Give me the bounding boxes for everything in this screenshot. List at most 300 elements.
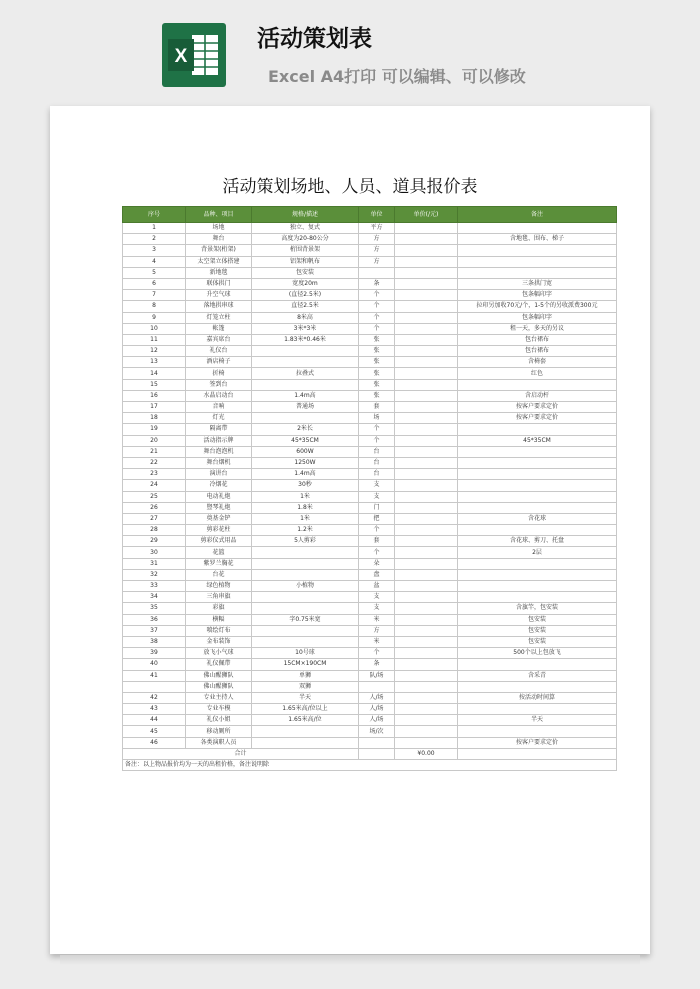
cell-price[interactable] (395, 737, 458, 748)
cell-note[interactable]: 包条幅印字 (458, 290, 617, 301)
cell-note[interactable]: 按客户要求定价 (458, 402, 617, 413)
cell-index[interactable]: 24 (123, 480, 186, 491)
cell-index[interactable]: 40 (123, 659, 186, 670)
cell-item[interactable]: 太空架立体搭建 (186, 256, 252, 267)
cell-note[interactable] (458, 457, 617, 468)
cell-index[interactable]: 14 (123, 368, 186, 379)
cell-unit[interactable] (359, 737, 395, 748)
cell-item[interactable]: 专业车模 (186, 704, 252, 715)
cell-item[interactable]: 水晶启动台 (186, 390, 252, 401)
cell-price[interactable] (395, 569, 458, 580)
cell-item[interactable]: 联体拱门 (186, 278, 252, 289)
cell-spec[interactable]: 5人剪彩 (252, 536, 359, 547)
cell-item[interactable]: 签到台 (186, 379, 252, 390)
cell-price[interactable] (395, 379, 458, 390)
total-label[interactable]: 合计 (123, 748, 359, 759)
cell-spec[interactable]: 双狮 (252, 681, 359, 692)
cell-price[interactable] (395, 346, 458, 357)
cell-note[interactable] (458, 502, 617, 513)
cell-note[interactable]: 含椅套 (458, 357, 617, 368)
cell-price[interactable] (395, 290, 458, 301)
cell-note[interactable] (458, 659, 617, 670)
cell-spec[interactable] (252, 726, 359, 737)
cell-note[interactable] (458, 469, 617, 480)
cell-note[interactable] (458, 491, 617, 502)
cell-spec[interactable]: 30秒 (252, 480, 359, 491)
cell-item[interactable]: 新地毯 (186, 267, 252, 278)
cell-note[interactable]: 半天 (458, 715, 617, 726)
cell-unit[interactable]: 盘 (359, 569, 395, 580)
cell-spec[interactable] (252, 379, 359, 390)
cell-index[interactable]: 28 (123, 525, 186, 536)
cell-note[interactable]: 包安装 (458, 614, 617, 625)
cell-unit[interactable]: 套 (359, 536, 395, 547)
cell-price[interactable] (395, 592, 458, 603)
total-empty-cell[interactable] (359, 748, 395, 759)
cell-spec[interactable]: 3米*3米 (252, 323, 359, 334)
cell-item[interactable]: 折椅 (186, 368, 252, 379)
cell-unit[interactable]: 朵 (359, 558, 395, 569)
cell-index[interactable]: 20 (123, 435, 186, 446)
cell-unit[interactable]: 张 (359, 390, 395, 401)
cell-unit[interactable]: 个 (359, 525, 395, 536)
cell-item[interactable]: 放飞小气球 (186, 648, 252, 659)
cell-index[interactable]: 23 (123, 469, 186, 480)
cell-spec[interactable]: 1米 (252, 513, 359, 524)
table-row (123, 402, 617, 413)
cell-unit[interactable]: 条 (359, 659, 395, 670)
cell-unit[interactable]: 个 (359, 424, 395, 435)
cell-note[interactable] (458, 379, 617, 390)
cell-item[interactable]: 彩旗 (186, 603, 252, 614)
cell-spec[interactable] (252, 625, 359, 636)
cell-item[interactable]: 金布装饰 (186, 636, 252, 647)
table-row (123, 469, 617, 480)
cell-price[interactable] (395, 323, 458, 334)
cell-price[interactable] (395, 446, 458, 457)
footer-note[interactable]: 备注：以上物品报价均为一天的出租价格，备注说明除 (123, 760, 617, 771)
cell-price[interactable] (395, 368, 458, 379)
cell-index[interactable]: 16 (123, 390, 186, 401)
cell-unit[interactable]: 方 (359, 245, 395, 256)
cell-spec[interactable]: 1.65米高/位 (252, 715, 359, 726)
cell-item[interactable]: 礼仪小姐 (186, 715, 252, 726)
cell-note[interactable]: 包安装 (458, 636, 617, 647)
cell-unit[interactable]: 支 (359, 592, 395, 603)
cell-price[interactable] (395, 692, 458, 703)
cell-price[interactable] (395, 469, 458, 480)
cell-spec[interactable] (252, 357, 359, 368)
header (0, 0, 700, 100)
cell-price[interactable] (395, 402, 458, 413)
cell-index[interactable]: 12 (123, 346, 186, 357)
cell-price[interactable] (395, 547, 458, 558)
cell-price[interactable] (395, 312, 458, 323)
cell-item[interactable]: 演讲台 (186, 469, 252, 480)
cell-price[interactable] (395, 267, 458, 278)
cell-spec[interactable] (252, 558, 359, 569)
cell-spec[interactable]: 1.4m高 (252, 469, 359, 480)
cell-index[interactable]: 26 (123, 502, 186, 513)
cell-item[interactable]: 活动指示牌 (186, 435, 252, 446)
cell-index[interactable]: 2 (123, 234, 186, 245)
cell-item[interactable]: 灯光 (186, 413, 252, 424)
cell-note[interactable]: 含花球、剪刀、托盘 (458, 536, 617, 547)
cell-note[interactable] (458, 245, 617, 256)
cell-note[interactable] (458, 569, 617, 580)
table-body (123, 223, 617, 749)
cell-note[interactable]: 包台裙布 (458, 334, 617, 345)
cell-note[interactable]: 按活动时间算 (458, 692, 617, 703)
cell-note[interactable]: 含花球 (458, 513, 617, 524)
cell-item[interactable]: 落地拱串球 (186, 301, 252, 312)
cell-note[interactable]: 含地毯、围布、梯子 (458, 234, 617, 245)
cell-unit[interactable] (359, 267, 395, 278)
cell-unit[interactable]: 台 (359, 446, 395, 457)
table-row (123, 368, 617, 379)
cell-index[interactable]: 1 (123, 223, 186, 234)
cell-item[interactable]: 电动礼炮 (186, 491, 252, 502)
cell-item[interactable]: 奠基金铲 (186, 513, 252, 524)
cell-spec[interactable]: 8米高 (252, 312, 359, 323)
cell-index[interactable]: 5 (123, 267, 186, 278)
cell-item[interactable]: 专业主持人 (186, 692, 252, 703)
cell-note[interactable]: 租一天，多天的另议 (458, 323, 617, 334)
cell-price[interactable] (395, 536, 458, 547)
cell-spec[interactable]: 1.8米 (252, 502, 359, 513)
cell-index[interactable]: 7 (123, 290, 186, 301)
cell-index[interactable]: 6 (123, 278, 186, 289)
cell-index[interactable]: 13 (123, 357, 186, 368)
cell-unit[interactable]: 套 (359, 402, 395, 413)
cell-price[interactable] (395, 480, 458, 491)
cell-unit[interactable]: 条 (359, 278, 395, 289)
cell-item[interactable]: 佛山醒狮队 (186, 670, 252, 681)
cell-index[interactable]: 21 (123, 446, 186, 457)
sheet-paper (50, 106, 650, 954)
cell-spec[interactable]: 独立、复式 (252, 223, 359, 234)
cell-spec[interactable]: 15CM×190CM (252, 659, 359, 670)
cell-unit[interactable]: 个 (359, 301, 395, 312)
cell-spec[interactable]: 1.4m高 (252, 390, 359, 401)
cell-item[interactable]: 剪彩仪式用品 (186, 536, 252, 547)
cell-spec[interactable]: 1米 (252, 491, 359, 502)
cell-item[interactable]: 紫罗兰胸花 (186, 558, 252, 569)
cell-price[interactable] (395, 491, 458, 502)
cell-price[interactable] (395, 558, 458, 569)
cell-unit[interactable]: 张 (359, 346, 395, 357)
cell-note[interactable] (458, 223, 617, 234)
cell-item[interactable]: 礼仪台 (186, 346, 252, 357)
cell-unit[interactable]: 个 (359, 547, 395, 558)
cell-item[interactable]: 绿色植物 (186, 581, 252, 592)
cell-index[interactable]: 27 (123, 513, 186, 524)
cell-unit[interactable]: 张 (359, 379, 395, 390)
cell-index[interactable]: 19 (123, 424, 186, 435)
cell-price[interactable] (395, 301, 458, 312)
cell-item[interactable]: 佛山醒狮队 (186, 681, 252, 692)
cell-note[interactable] (458, 480, 617, 491)
cell-index[interactable]: 46 (123, 737, 186, 748)
cell-spec[interactable]: 拉叠式 (252, 368, 359, 379)
cell-index[interactable]: 37 (123, 625, 186, 636)
cell-note[interactable]: 包安装 (458, 625, 617, 636)
cell-item[interactable]: 帐篷 (186, 323, 252, 334)
cell-unit[interactable]: 台 (359, 469, 395, 480)
cell-note[interactable]: 拉印另加收70元/个，1-5个的另收派费300元 (458, 301, 617, 312)
page-title: 活动策划表 (257, 26, 372, 52)
table-row (123, 390, 617, 401)
cell-spec[interactable]: 1250W (252, 457, 359, 468)
cell-note[interactable] (458, 446, 617, 457)
cell-unit[interactable]: 个 (359, 648, 395, 659)
cell-unit[interactable]: 个 (359, 312, 395, 323)
cell-index[interactable]: 9 (123, 312, 186, 323)
cell-note[interactable] (458, 681, 617, 692)
cell-spec[interactable]: 1.83米*0.46米 (252, 334, 359, 345)
cell-spec[interactable]: 半天 (252, 692, 359, 703)
cell-price[interactable] (395, 581, 458, 592)
cell-note[interactable] (458, 424, 617, 435)
cell-price[interactable] (395, 726, 458, 737)
cell-item[interactable]: 隔离带 (186, 424, 252, 435)
cell-index[interactable]: 29 (123, 536, 186, 547)
total-value[interactable]: ¥0.00 (395, 748, 458, 759)
cell-note[interactable]: 包台裙布 (458, 346, 617, 357)
cell-unit[interactable]: 支 (359, 480, 395, 491)
cell-index[interactable]: 43 (123, 704, 186, 715)
cell-item[interactable]: 喷绘灯布 (186, 625, 252, 636)
cell-item[interactable]: 三角串旗 (186, 592, 252, 603)
cell-unit[interactable]: 场 (359, 413, 395, 424)
cell-item[interactable]: 剪彩花柱 (186, 525, 252, 536)
cell-unit[interactable]: 个 (359, 323, 395, 334)
cell-price[interactable] (395, 670, 458, 681)
cell-index[interactable]: 18 (123, 413, 186, 424)
cell-spec[interactable]: 2米长 (252, 424, 359, 435)
cell-unit[interactable]: 把 (359, 513, 395, 524)
cell-index[interactable]: 36 (123, 614, 186, 625)
cell-unit[interactable]: 张 (359, 357, 395, 368)
cell-spec[interactable]: 高度为20-80公分 (252, 234, 359, 245)
cell-index[interactable]: 45 (123, 726, 186, 737)
cell-price[interactable] (395, 357, 458, 368)
cell-price[interactable] (395, 256, 458, 267)
cell-unit[interactable]: 人/场 (359, 704, 395, 715)
cell-index[interactable]: 30 (123, 547, 186, 558)
cell-spec[interactable]: 宽度20m (252, 278, 359, 289)
cell-index[interactable]: 25 (123, 491, 186, 502)
cell-spec[interactable]: 普通场 (252, 402, 359, 413)
cell-price[interactable] (395, 502, 458, 513)
cell-price[interactable] (395, 681, 458, 692)
cell-spec[interactable]: 单狮 (252, 670, 359, 681)
cell-item[interactable]: 舞台烟机 (186, 457, 252, 468)
table-row (123, 592, 617, 603)
cell-index[interactable]: 34 (123, 592, 186, 603)
cell-note[interactable]: 含旗竿，包安装 (458, 603, 617, 614)
cell-price[interactable] (395, 525, 458, 536)
cell-spec[interactable] (252, 413, 359, 424)
cell-unit[interactable]: 支 (359, 603, 395, 614)
cell-spec[interactable]: 直径2.5米 (252, 301, 359, 312)
cell-note[interactable] (458, 558, 617, 569)
cell-price[interactable] (395, 435, 458, 446)
cell-spec[interactable] (252, 346, 359, 357)
cell-index[interactable]: 41 (123, 670, 186, 681)
cell-spec[interactable]: 包安装 (252, 267, 359, 278)
cell-spec[interactable]: 10号球 (252, 648, 359, 659)
cell-note[interactable] (458, 592, 617, 603)
cell-item[interactable]: 礼仪佩带 (186, 659, 252, 670)
cell-index[interactable]: 31 (123, 558, 186, 569)
cell-item[interactable]: 场地 (186, 223, 252, 234)
cell-spec[interactable]: (直径2.5米) (252, 290, 359, 301)
cell-spec[interactable]: 铝架和帆布 (252, 256, 359, 267)
cell-index[interactable]: 4 (123, 256, 186, 267)
cell-item[interactable]: 背景架(桁架) (186, 245, 252, 256)
cell-price[interactable] (395, 424, 458, 435)
cell-note[interactable] (458, 581, 617, 592)
cell-unit[interactable]: 方 (359, 625, 395, 636)
cell-unit[interactable]: 人/场 (359, 692, 395, 703)
cell-index[interactable]: 11 (123, 334, 186, 345)
cell-unit[interactable]: 人/场 (359, 715, 395, 726)
cell-spec[interactable]: 45*35CM (252, 435, 359, 446)
cell-note[interactable]: 500个以上包放飞 (458, 648, 617, 659)
cell-price[interactable] (395, 614, 458, 625)
cell-item[interactable]: 豎琴礼炮 (186, 502, 252, 513)
cell-index[interactable]: 32 (123, 569, 186, 580)
cell-price[interactable] (395, 513, 458, 524)
cell-unit[interactable]: 个 (359, 290, 395, 301)
cell-index[interactable]: 33 (123, 581, 186, 592)
cell-spec[interactable] (252, 737, 359, 748)
cell-item[interactable]: 酒店椅子 (186, 357, 252, 368)
cell-item[interactable]: 舞台泡泡机 (186, 446, 252, 457)
cell-note[interactable]: 三条拱门宽 (458, 278, 617, 289)
cell-unit[interactable]: 支 (359, 491, 395, 502)
cell-spec[interactable] (252, 547, 359, 558)
cell-item[interactable]: 舞台 (186, 234, 252, 245)
cell-index[interactable]: 39 (123, 648, 186, 659)
cell-spec[interactable]: 600W (252, 446, 359, 457)
cell-price[interactable] (395, 334, 458, 345)
cell-item[interactable]: 灯笼立柱 (186, 312, 252, 323)
cell-index[interactable]: 44 (123, 715, 186, 726)
cell-note[interactable] (458, 267, 617, 278)
cell-price[interactable] (395, 625, 458, 636)
cell-unit[interactable]: 门 (359, 502, 395, 513)
cell-item[interactable]: 音响 (186, 402, 252, 413)
cell-spec[interactable] (252, 603, 359, 614)
cell-note[interactable]: 2层 (458, 547, 617, 558)
cell-unit[interactable]: 队/场 (359, 670, 395, 681)
cell-price[interactable] (395, 390, 458, 401)
cell-note[interactable] (458, 726, 617, 737)
cell-unit[interactable]: 方 (359, 256, 395, 267)
cell-item[interactable]: 横幅 (186, 614, 252, 625)
cell-spec[interactable]: 桁围背景架 (252, 245, 359, 256)
cell-spec[interactable]: 1.65米高/位以上 (252, 704, 359, 715)
cell-price[interactable] (395, 659, 458, 670)
cell-spec[interactable] (252, 592, 359, 603)
cell-item[interactable]: 台花 (186, 569, 252, 580)
table-row (123, 346, 617, 357)
cell-index[interactable]: 38 (123, 636, 186, 647)
cell-price[interactable] (395, 603, 458, 614)
cell-index[interactable]: 42 (123, 692, 186, 703)
cell-unit[interactable]: 米 (359, 636, 395, 647)
cell-index[interactable]: 8 (123, 301, 186, 312)
cell-index[interactable]: 35 (123, 603, 186, 614)
cell-note[interactable]: 含启动杆 (458, 390, 617, 401)
cell-note[interactable] (458, 525, 617, 536)
cell-index[interactable]: 15 (123, 379, 186, 390)
cell-item[interactable]: 冷烟花 (186, 480, 252, 491)
cell-note[interactable]: 按客户要求定价 (458, 737, 617, 748)
cell-unit[interactable]: 个 (359, 435, 395, 446)
cell-price[interactable] (395, 715, 458, 726)
cell-price[interactable] (395, 223, 458, 234)
cell-note[interactable]: 包条幅印字 (458, 312, 617, 323)
cell-note[interactable]: 45*35CM (458, 435, 617, 446)
cell-unit[interactable]: 台 (359, 457, 395, 468)
cell-unit[interactable]: 盆 (359, 581, 395, 592)
cell-unit[interactable]: 场/次 (359, 726, 395, 737)
cell-unit[interactable]: 平方 (359, 223, 395, 234)
total-note-cell[interactable] (458, 748, 617, 759)
table-row (123, 446, 617, 457)
cell-spec[interactable]: 小植物 (252, 581, 359, 592)
cell-unit[interactable]: 方 (359, 234, 395, 245)
cell-note[interactable]: 含采青 (458, 670, 617, 681)
cell-spec[interactable]: 1.2米 (252, 525, 359, 536)
table-row (123, 726, 617, 737)
cell-price[interactable] (395, 234, 458, 245)
table-row (123, 614, 617, 625)
cell-spec[interactable] (252, 569, 359, 580)
cell-price[interactable] (395, 413, 458, 424)
cell-item[interactable]: 升空气球 (186, 290, 252, 301)
cell-price[interactable] (395, 636, 458, 647)
cell-index[interactable]: 3 (123, 245, 186, 256)
cell-index[interactable]: 22 (123, 457, 186, 468)
cell-index[interactable]: 17 (123, 402, 186, 413)
cell-unit[interactable]: 张 (359, 368, 395, 379)
cell-item[interactable]: 花篮 (186, 547, 252, 558)
cell-price[interactable] (395, 457, 458, 468)
cell-price[interactable] (395, 704, 458, 715)
cell-unit[interactable] (359, 681, 395, 692)
cell-spec[interactable] (252, 636, 359, 647)
cell-item[interactable]: 各类演职人员 (186, 737, 252, 748)
cell-index[interactable] (123, 681, 186, 692)
cell-price[interactable] (395, 245, 458, 256)
cell-unit[interactable]: 米 (359, 614, 395, 625)
cell-note[interactable] (458, 256, 617, 267)
cell-unit[interactable]: 张 (359, 334, 395, 345)
cell-note[interactable]: 红色 (458, 368, 617, 379)
cell-price[interactable] (395, 648, 458, 659)
cell-price[interactable] (395, 278, 458, 289)
cell-spec[interactable]: 字0.75米宽 (252, 614, 359, 625)
cell-index[interactable]: 10 (123, 323, 186, 334)
cell-item[interactable]: 移动厕所 (186, 726, 252, 737)
cell-note[interactable] (458, 704, 617, 715)
cell-note[interactable]: 按客户要求定价 (458, 413, 617, 424)
cell-item[interactable]: 嘉宾席台 (186, 334, 252, 345)
